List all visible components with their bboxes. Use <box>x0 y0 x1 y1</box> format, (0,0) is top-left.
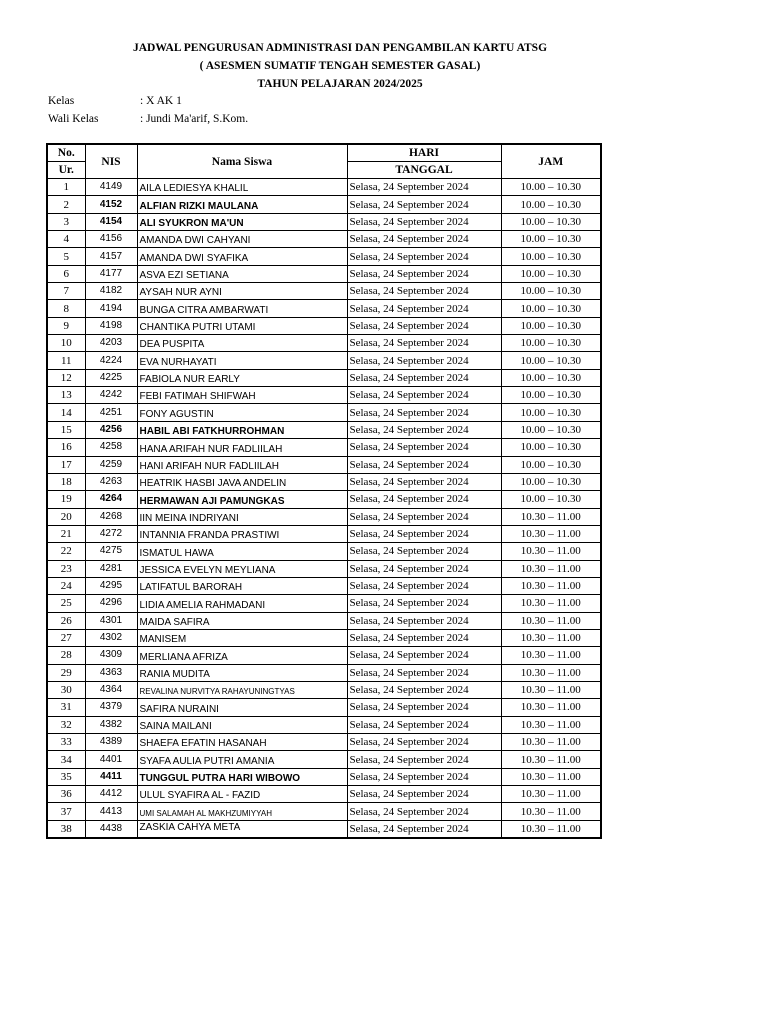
schedule-date: Selasa, 24 September 2024 <box>347 716 501 733</box>
student-name: HEATRIK HASBI JAVA ANDELIN <box>137 473 347 490</box>
student-nis: 4389 <box>85 734 137 751</box>
header-no-line1: No. <box>47 144 85 162</box>
student-nis: 4401 <box>85 751 137 768</box>
schedule-time: 10.00 – 10.30 <box>501 387 601 404</box>
schedule-date: Selasa, 24 September 2024 <box>347 335 501 352</box>
row-number: 10 <box>47 335 85 352</box>
schedule-date: Selasa, 24 September 2024 <box>347 681 501 698</box>
table-row <box>47 404 601 421</box>
table-row <box>47 525 601 542</box>
schedule-date: Selasa, 24 September 2024 <box>347 560 501 577</box>
table-row <box>47 751 601 768</box>
student-nis: 4272 <box>85 525 137 542</box>
schedule-date: Selasa, 24 September 2024 <box>347 803 501 820</box>
schedule-time: 10.30 – 11.00 <box>501 699 601 716</box>
schedule-time: 10.30 – 11.00 <box>501 525 601 542</box>
table-row <box>47 543 601 560</box>
row-number: 19 <box>47 491 85 508</box>
schedule-time: 10.30 – 11.00 <box>501 629 601 646</box>
student-name: HERMAWAN AJI PAMUNGKAS <box>137 491 347 508</box>
header-hari: HARI <box>347 144 501 162</box>
student-name: TUNGGUL PUTRA HARI WIBOWO <box>137 768 347 785</box>
student-name: MAIDA SAFIRA <box>137 612 347 629</box>
student-name: ASVA EZI SETIANA <box>137 265 347 282</box>
student-name: ALI SYUKRON MA'UN <box>137 213 347 230</box>
document-subtitle: ( ASESMEN SUMATIF TENGAH SEMESTER GASAL) <box>199 60 481 72</box>
homeroom-info <box>48 112 248 126</box>
header-jam: JAM <box>501 144 601 179</box>
schedule-date: Selasa, 24 September 2024 <box>347 352 501 369</box>
row-number: 20 <box>47 508 85 525</box>
schedule-date: Selasa, 24 September 2024 <box>347 491 501 508</box>
header-tanggal: TANGGAL <box>347 162 501 179</box>
table-row <box>47 196 601 213</box>
row-number: 37 <box>47 803 85 820</box>
student-nis: 4379 <box>85 699 137 716</box>
schedule-date: Selasa, 24 September 2024 <box>347 786 501 803</box>
schedule-date: Selasa, 24 September 2024 <box>347 525 501 542</box>
schedule-time: 10.00 – 10.30 <box>501 300 601 317</box>
schedule-date: Selasa, 24 September 2024 <box>347 283 501 300</box>
row-number: 22 <box>47 543 85 560</box>
student-nis: 4203 <box>85 335 137 352</box>
schedule-date: Selasa, 24 September 2024 <box>347 179 501 196</box>
schedule-time: 10.00 – 10.30 <box>501 317 601 334</box>
schedule-time: 10.30 – 11.00 <box>501 768 601 785</box>
student-name: FONY AGUSTIN <box>137 404 347 421</box>
schedule-date: Selasa, 24 September 2024 <box>347 629 501 646</box>
schedule-date: Selasa, 24 September 2024 <box>347 577 501 594</box>
student-name: IIN MEINA INDRIYANI <box>137 508 347 525</box>
student-name: SAFIRA NURAINI <box>137 699 347 716</box>
schedule-time: 10.00 – 10.30 <box>501 456 601 473</box>
student-name: MANISEM <box>137 629 347 646</box>
row-number: 7 <box>47 283 85 300</box>
student-name: AMANDA DWI SYAFIKA <box>137 248 347 265</box>
schedule-date: Selasa, 24 September 2024 <box>347 196 501 213</box>
row-number: 16 <box>47 439 85 456</box>
schedule-date: Selasa, 24 September 2024 <box>347 248 501 265</box>
table-row <box>47 265 601 282</box>
student-name: LIDIA AMELIA RAHMADANI <box>137 595 347 612</box>
schedule-date: Selasa, 24 September 2024 <box>347 543 501 560</box>
student-nis: 4263 <box>85 473 137 490</box>
row-number: 28 <box>47 647 85 664</box>
schedule-time: 10.30 – 11.00 <box>501 508 601 525</box>
schedule-date: Selasa, 24 September 2024 <box>347 751 501 768</box>
table-row <box>47 213 601 230</box>
document-title: JADWAL PENGURUSAN ADMINISTRASI DAN PENGAMBILAN KARTU ATSG <box>132 42 548 54</box>
student-nis: 4157 <box>85 248 137 265</box>
student-nis: 4177 <box>85 265 137 282</box>
schedule-time: 10.30 – 11.00 <box>501 716 601 733</box>
student-nis: 4281 <box>85 560 137 577</box>
schedule-date: Selasa, 24 September 2024 <box>347 595 501 612</box>
table-row <box>47 456 601 473</box>
schedule-time: 10.30 – 11.00 <box>501 734 601 751</box>
student-name: HABIL ABI FATKHURROHMAN <box>137 421 347 438</box>
schedule-date: Selasa, 24 September 2024 <box>347 265 501 282</box>
student-name: CHANTIKA PUTRI UTAMI <box>137 317 347 334</box>
table-row <box>47 231 601 248</box>
schedule-time: 10.00 – 10.30 <box>501 283 601 300</box>
student-nis: 4251 <box>85 404 137 421</box>
student-nis: 4182 <box>85 283 137 300</box>
schedule-time: 10.00 – 10.30 <box>501 439 601 456</box>
student-nis: 4224 <box>85 352 137 369</box>
row-number: 1 <box>47 179 85 196</box>
homeroom-value: : Jundi Ma'arif, S.Kom. <box>140 113 249 125</box>
schedule-time: 10.00 – 10.30 <box>501 179 601 196</box>
row-number: 35 <box>47 768 85 785</box>
student-nis: 4268 <box>85 508 137 525</box>
class-info <box>48 94 182 108</box>
table-row <box>47 577 601 594</box>
student-name: REVALINA NURVITYA RAHAYUNINGTYAS <box>137 681 347 698</box>
schedule-date: Selasa, 24 September 2024 <box>347 456 501 473</box>
schedule-date: Selasa, 24 September 2024 <box>347 317 501 334</box>
schedule-date: Selasa, 24 September 2024 <box>347 612 501 629</box>
table-row <box>47 335 601 352</box>
student-nis: 4154 <box>85 213 137 230</box>
table-row <box>47 387 601 404</box>
schedule-time: 10.00 – 10.30 <box>501 231 601 248</box>
schedule-time: 10.30 – 11.00 <box>501 664 601 681</box>
student-name: FABIOLA NUR EARLY <box>137 369 347 386</box>
table-row <box>47 803 601 820</box>
table-row <box>47 439 601 456</box>
schedule-time: 10.30 – 11.00 <box>501 577 601 594</box>
header-no-line2: Ur. <box>47 162 85 179</box>
table-row <box>47 681 601 698</box>
schedule-time: 10.30 – 11.00 <box>501 543 601 560</box>
schedule-time: 10.30 – 11.00 <box>501 786 601 803</box>
student-nis: 4242 <box>85 387 137 404</box>
student-name: MERLIANA AFRIZA <box>137 647 347 664</box>
student-name: AMANDA DWI CAHYANI <box>137 231 347 248</box>
table-row <box>47 734 601 751</box>
table-row <box>47 352 601 369</box>
schedule-date: Selasa, 24 September 2024 <box>347 300 501 317</box>
row-number: 33 <box>47 734 85 751</box>
schedule-date: Selasa, 24 September 2024 <box>347 699 501 716</box>
schedule-rows <box>47 179 601 839</box>
student-name: INTANNIA FRANDA PRASTIWI <box>137 525 347 542</box>
student-nis: 4275 <box>85 543 137 560</box>
student-nis: 4411 <box>85 768 137 785</box>
homeroom-label: Wali Kelas <box>48 113 99 125</box>
row-number: 15 <box>47 421 85 438</box>
table-row <box>47 317 601 334</box>
student-nis: 4264 <box>85 491 137 508</box>
schedule-time: 10.00 – 10.30 <box>501 473 601 490</box>
row-number: 3 <box>47 213 85 230</box>
row-number: 26 <box>47 612 85 629</box>
table-row <box>47 647 601 664</box>
row-number: 2 <box>47 196 85 213</box>
student-name: AYSAH NUR AYNI <box>137 283 347 300</box>
schedule-date: Selasa, 24 September 2024 <box>347 231 501 248</box>
student-name: SAINA MAILANI <box>137 716 347 733</box>
student-name: SYAFA AULIA PUTRI AMANIA <box>137 751 347 768</box>
row-number: 8 <box>47 300 85 317</box>
academic-year: TAHUN PELAJARAN 2024/2025 <box>257 78 423 90</box>
schedule-date: Selasa, 24 September 2024 <box>347 387 501 404</box>
schedule-date: Selasa, 24 September 2024 <box>347 421 501 438</box>
student-nis: 4296 <box>85 595 137 612</box>
schedule-date: Selasa, 24 September 2024 <box>347 768 501 785</box>
student-name: JESSICA EVELYN MEYLIANA <box>137 560 347 577</box>
table-row <box>47 786 601 803</box>
row-number: 21 <box>47 525 85 542</box>
row-number: 11 <box>47 352 85 369</box>
row-number: 23 <box>47 560 85 577</box>
table-row <box>47 820 601 838</box>
student-nis: 4302 <box>85 629 137 646</box>
student-nis: 4225 <box>85 369 137 386</box>
student-name: UMI SALAMAH AL MAKHZUMIYYAH <box>137 803 347 820</box>
schedule-time: 10.00 – 10.30 <box>501 196 601 213</box>
student-nis: 4152 <box>85 196 137 213</box>
schedule-time: 10.30 – 11.00 <box>501 751 601 768</box>
schedule-time: 10.00 – 10.30 <box>501 265 601 282</box>
row-number: 25 <box>47 595 85 612</box>
table-row <box>47 300 601 317</box>
schedule-time: 10.00 – 10.30 <box>501 404 601 421</box>
student-nis: 4301 <box>85 612 137 629</box>
student-name: HANI ARIFAH NUR FADLIILAH <box>137 456 347 473</box>
schedule-time: 10.00 – 10.30 <box>501 369 601 386</box>
student-nis: 4156 <box>85 231 137 248</box>
table-row <box>47 612 601 629</box>
table-row <box>47 491 601 508</box>
row-number: 24 <box>47 577 85 594</box>
schedule-time: 10.00 – 10.30 <box>501 335 601 352</box>
student-name: SHAEFA EFATIN HASANAH <box>137 734 347 751</box>
table-row <box>47 664 601 681</box>
table-row <box>47 508 601 525</box>
student-nis: 4438 <box>85 820 137 838</box>
row-number: 18 <box>47 473 85 490</box>
row-number: 27 <box>47 629 85 646</box>
student-nis: 4295 <box>85 577 137 594</box>
row-number: 31 <box>47 699 85 716</box>
row-number: 38 <box>47 820 85 838</box>
student-name: DEA PUSPITA <box>137 335 347 352</box>
student-name: ULUL SYAFIRA AL - FAZID <box>137 786 347 803</box>
student-name: RANIA MUDITA <box>137 664 347 681</box>
student-nis: 4259 <box>85 456 137 473</box>
schedule-date: Selasa, 24 September 2024 <box>347 404 501 421</box>
schedule-date: Selasa, 24 September 2024 <box>347 508 501 525</box>
row-number: 17 <box>47 456 85 473</box>
student-nis: 4309 <box>85 647 137 664</box>
header-nama: Nama Siswa <box>137 144 347 179</box>
student-nis: 4364 <box>85 681 137 698</box>
schedule-date: Selasa, 24 September 2024 <box>347 473 501 490</box>
schedule-date: Selasa, 24 September 2024 <box>347 213 501 230</box>
row-number: 9 <box>47 317 85 334</box>
student-name: FEBI FATIMAH SHIFWAH <box>137 387 347 404</box>
student-nis: 4194 <box>85 300 137 317</box>
table-row <box>47 699 601 716</box>
schedule-time: 10.00 – 10.30 <box>501 421 601 438</box>
student-name: ZASKIA CAHYA META <box>137 820 347 838</box>
table-row <box>47 629 601 646</box>
student-name: LATIFATUL BARORAH <box>137 577 347 594</box>
student-nis: 4382 <box>85 716 137 733</box>
schedule-date: Selasa, 24 September 2024 <box>347 664 501 681</box>
row-number: 5 <box>47 248 85 265</box>
student-nis: 4198 <box>85 317 137 334</box>
row-number: 12 <box>47 369 85 386</box>
row-number: 4 <box>47 231 85 248</box>
schedule-time: 10.00 – 10.30 <box>501 213 601 230</box>
table-row <box>47 716 601 733</box>
table-row <box>47 179 601 196</box>
schedule-date: Selasa, 24 September 2024 <box>347 369 501 386</box>
student-name: HANA ARIFAH NUR FADLIILAH <box>137 439 347 456</box>
table-row <box>47 248 601 265</box>
row-number: 6 <box>47 265 85 282</box>
student-name: ALFIAN RIZKI MAULANA <box>137 196 347 213</box>
schedule-time: 10.30 – 11.00 <box>501 803 601 820</box>
row-number: 34 <box>47 751 85 768</box>
schedule-time: 10.00 – 10.30 <box>501 491 601 508</box>
student-nis: 4149 <box>85 179 137 196</box>
student-nis: 4412 <box>85 786 137 803</box>
row-number: 32 <box>47 716 85 733</box>
header-nis: NIS <box>85 144 137 179</box>
schedule-time: 10.30 – 11.00 <box>501 681 601 698</box>
student-name: BUNGA CITRA AMBARWATI <box>137 300 347 317</box>
schedule-table <box>46 143 602 839</box>
row-number: 14 <box>47 404 85 421</box>
table-row <box>47 369 601 386</box>
schedule-date: Selasa, 24 September 2024 <box>347 734 501 751</box>
schedule-time: 10.30 – 11.00 <box>501 820 601 838</box>
table-row <box>47 595 601 612</box>
class-label: Kelas <box>48 95 75 107</box>
table-row <box>47 283 601 300</box>
schedule-time: 10.30 – 11.00 <box>501 612 601 629</box>
student-nis: 4258 <box>85 439 137 456</box>
row-number: 30 <box>47 681 85 698</box>
schedule-date: Selasa, 24 September 2024 <box>347 647 501 664</box>
table-row <box>47 560 601 577</box>
schedule-time: 10.30 – 11.00 <box>501 560 601 577</box>
student-name: AILA LEDIESYA KHALIL <box>137 179 347 196</box>
student-nis: 4363 <box>85 664 137 681</box>
table-row <box>47 421 601 438</box>
row-number: 13 <box>47 387 85 404</box>
student-name: EVA NURHAYATI <box>137 352 347 369</box>
schedule-date: Selasa, 24 September 2024 <box>347 820 501 838</box>
schedule-time: 10.00 – 10.30 <box>501 248 601 265</box>
table-row <box>47 473 601 490</box>
schedule-date: Selasa, 24 September 2024 <box>347 439 501 456</box>
row-number: 29 <box>47 664 85 681</box>
student-nis: 4256 <box>85 421 137 438</box>
student-name: ISMATUL HAWA <box>137 543 347 560</box>
schedule-time: 10.00 – 10.30 <box>501 352 601 369</box>
schedule-time: 10.30 – 11.00 <box>501 647 601 664</box>
schedule-time: 10.30 – 11.00 <box>501 595 601 612</box>
class-value: : X AK 1 <box>140 95 182 107</box>
row-number: 36 <box>47 786 85 803</box>
table-row <box>47 768 601 785</box>
student-nis: 4413 <box>85 803 137 820</box>
